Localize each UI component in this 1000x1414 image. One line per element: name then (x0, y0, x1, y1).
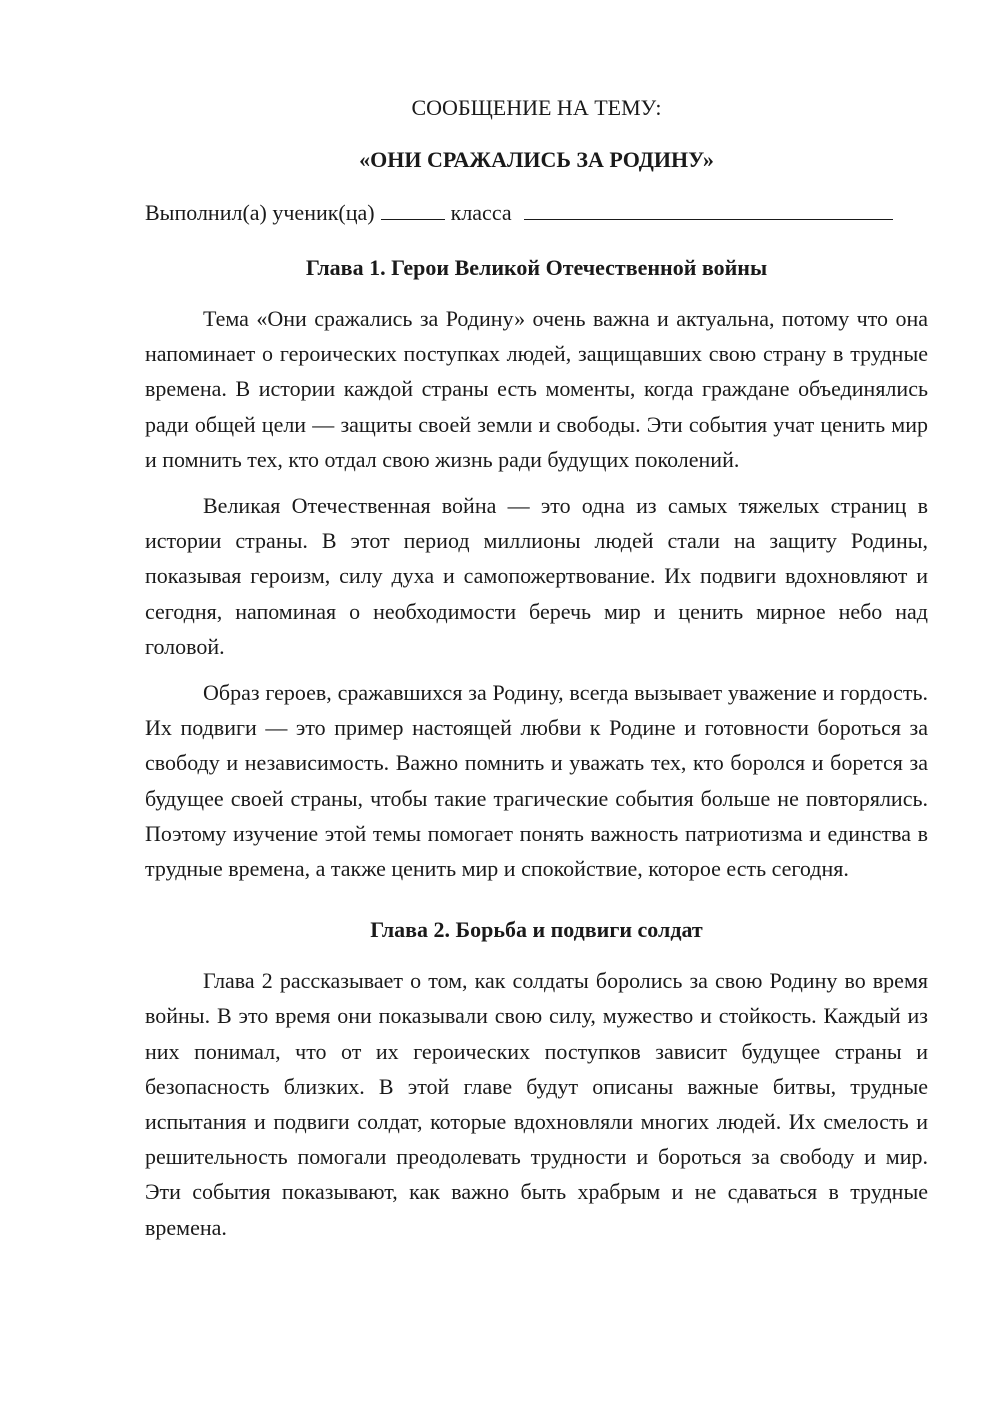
author-line-class-label: класса (450, 200, 512, 225)
chapter-1-paragraph-2: Великая Отечественная война — это одна из самых тяжелых страниц в истории страны. В этот период миллионы людей стали на защиту Родины, показывая героизм, силу духа и самопожертвование. Их подвиги вдохновляют и сегодня, напоминая о необходимости беречь мир и ценить мирное небо над головой. (145, 493, 928, 659)
name-blank (524, 197, 893, 220)
chapter-1-paragraph-1: Тема «Они сражались за Родину» очень важна и актуальна, потому что она напоминает о героических поступках людей, защищавших свою страну в трудные времена. В истории каждой страны есть моменты, когда граждане объединялись ради общей цели — защиты своей земли и свободы. Эти события учат ценить мир и помнить тех, кто отдал свою жизнь ради будущих поколений. (145, 306, 928, 472)
chapter-1-heading: Глава 1. Герои Великой Отечественной войны (305, 255, 768, 280)
document-page (145, 90, 928, 1245)
author-line-prefix: Выполнил(а) ученик(ца) (145, 200, 375, 225)
document-header: СООБЩЕНИЕ НА ТЕМУ: (411, 95, 662, 120)
chapter-2-paragraph-1: Глава 2 рассказывает о том, как солдаты боролись за свою Родину во время войны. В это время они показывали свою силу, мужество и стойкость. Каждый из них понимал, что от их героических поступков зависит будущее страны и безопасность близких. В этой главе будут описаны важные битвы, трудные испытания и подвиги солдат, которые вдохновляли многих людей. Их смелость и решительность помогали преодолевать трудности и бороться за свободу и мир. Эти события показывают, как важно быть храбрым и не сдаваться в трудные времена. (145, 968, 928, 1240)
chapter-2-heading: Глава 2. Борьба и подвиги солдат (370, 917, 703, 943)
class-number-blank (381, 197, 445, 220)
document-title: «ОНИ СРАЖАЛИСЬ ЗА РОДИНУ» (359, 147, 714, 172)
author-line (145, 197, 928, 228)
chapter-1-paragraph-3: Образ героев, сражавшихся за Родину, всегда вызывает уважение и гордость. Их подвиги — это пример настоящей любви к Родине и готовности бороться за свободу и независимость. Важно помнить и уважать тех, кто боролся и борется за будущее своей страны, чтобы такие трагические события больше не повторялись. Поэтому изучение этой темы помогает понять важность патриотизма и единства в трудные времена, а также ценить мир и спокойствие, которое есть сегодня. (145, 680, 928, 882)
